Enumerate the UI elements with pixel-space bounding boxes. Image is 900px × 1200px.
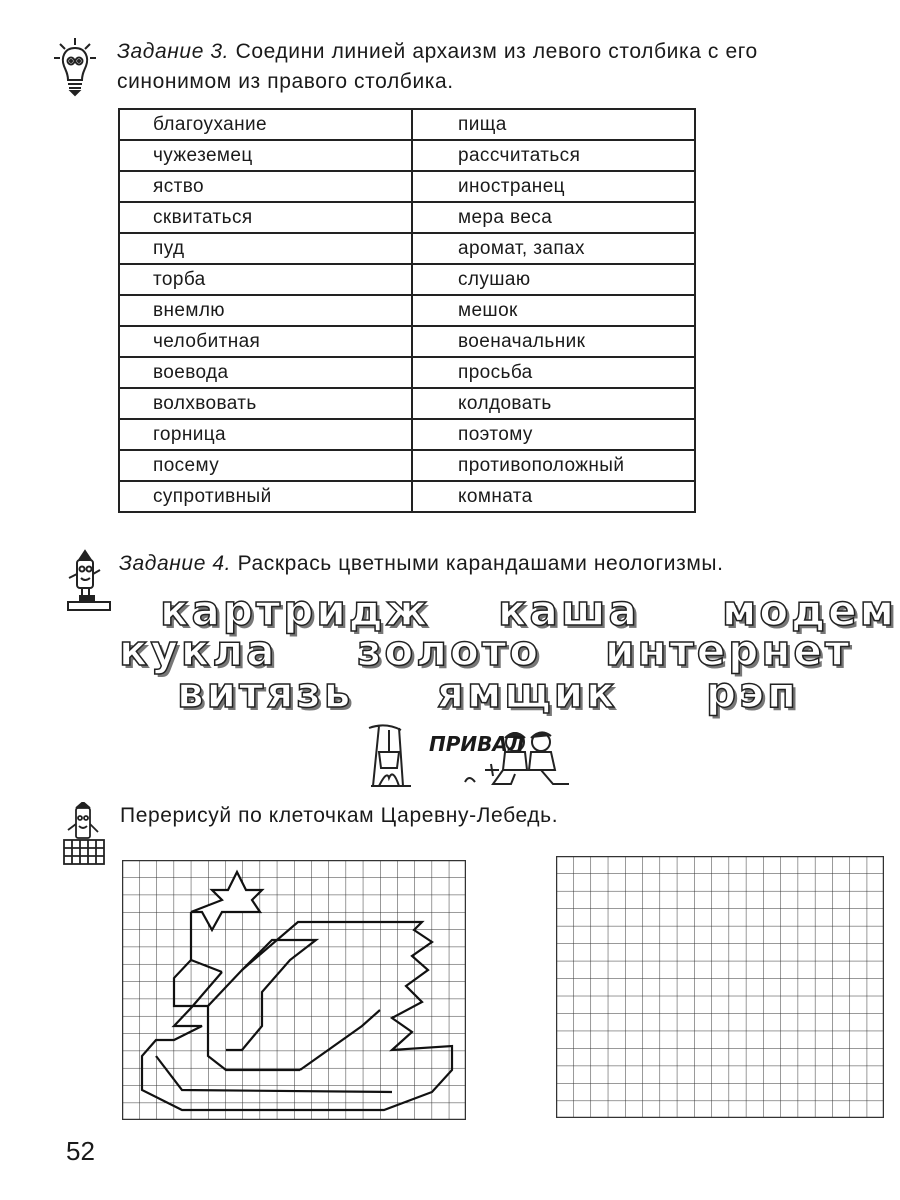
word-outline[interactable]: картридж [160, 586, 431, 635]
synonym-cell[interactable]: рассчитаться [412, 140, 695, 171]
table-row [119, 202, 695, 233]
archaism-synonym-table [118, 108, 696, 513]
table-row [119, 171, 695, 202]
synonym-cell[interactable]: пища [412, 109, 695, 140]
word-outline[interactable]: каша [498, 586, 640, 635]
page-number: 52 [66, 1136, 95, 1166]
synonym-cell[interactable]: колдовать [412, 388, 695, 419]
archaism-cell[interactable]: чужеземец [119, 140, 412, 171]
word-outline[interactable]: рэп [706, 668, 799, 717]
task3-line2: синонимом из правого столбика. [117, 70, 454, 93]
archaism-cell[interactable]: пуд [119, 233, 412, 264]
table-row [119, 295, 695, 326]
word-outline[interactable]: ямщик [437, 668, 618, 717]
table-row [119, 388, 695, 419]
word-outline[interactable]: модем [722, 586, 897, 635]
task4-text: Раскрась цветными карандашами неологизмы. [237, 552, 724, 575]
archaism-cell[interactable]: воевода [119, 357, 412, 388]
word-outline[interactable]: золото [357, 626, 542, 675]
word-outline[interactable]: интернет [605, 626, 853, 675]
archaism-cell[interactable]: торба [119, 264, 412, 295]
campfire-children-icon [365, 718, 575, 790]
pencil-character-icon [66, 548, 112, 604]
synonym-cell[interactable]: противоположный [412, 450, 695, 481]
synonym-cell[interactable]: иностранец [412, 171, 695, 202]
table-row [119, 481, 695, 512]
task3-label: Задание 3. [117, 40, 230, 63]
task4-instruction [119, 549, 899, 579]
synonym-cell[interactable]: мера веса [412, 202, 695, 233]
archaism-cell[interactable]: волхвовать [119, 388, 412, 419]
archaism-cell[interactable]: супротивный [119, 481, 412, 512]
table-row [119, 357, 695, 388]
task4-label: Задание 4. [119, 552, 232, 575]
synonym-cell[interactable]: комната [412, 481, 695, 512]
synonym-cell[interactable]: мешок [412, 295, 695, 326]
archaism-cell[interactable]: челобитная [119, 326, 412, 357]
word-outline[interactable]: кукла [119, 626, 278, 675]
table-row [119, 419, 695, 450]
word-outline[interactable]: витязь [177, 668, 354, 717]
synonym-cell[interactable]: аромат, запах [412, 233, 695, 264]
table-row [119, 109, 695, 140]
rest-label: ПРИВАЛ [429, 732, 525, 756]
empty-drawing-grid[interactable] [556, 856, 884, 1118]
table-row [119, 450, 695, 481]
archaism-cell[interactable]: благоухание [119, 109, 412, 140]
task5-instruction: Перерисуй по клеточкам Царевну-Лебедь. [120, 804, 559, 827]
table-row [119, 140, 695, 171]
archaism-cell[interactable]: яство [119, 171, 412, 202]
synonym-cell[interactable]: военачальник [412, 326, 695, 357]
archaism-cell[interactable]: посему [119, 450, 412, 481]
lightbulb-owl-icon [52, 36, 98, 92]
swan-drawing-grid [122, 860, 466, 1120]
task3-line1: Соедини линией архаизм из левого столбика с его [235, 40, 758, 63]
table-row [119, 233, 695, 264]
archaism-cell[interactable]: горница [119, 419, 412, 450]
table-row [119, 326, 695, 357]
synonym-cell[interactable]: поэтому [412, 419, 695, 450]
synonym-cell[interactable]: слушаю [412, 264, 695, 295]
archaism-cell[interactable]: внемлю [119, 295, 412, 326]
archaism-cell[interactable]: сквитаться [119, 202, 412, 233]
task3-instruction [117, 37, 897, 97]
table-row [119, 264, 695, 295]
pencil-grid-icon [62, 802, 112, 866]
synonym-cell[interactable]: просьба [412, 357, 695, 388]
